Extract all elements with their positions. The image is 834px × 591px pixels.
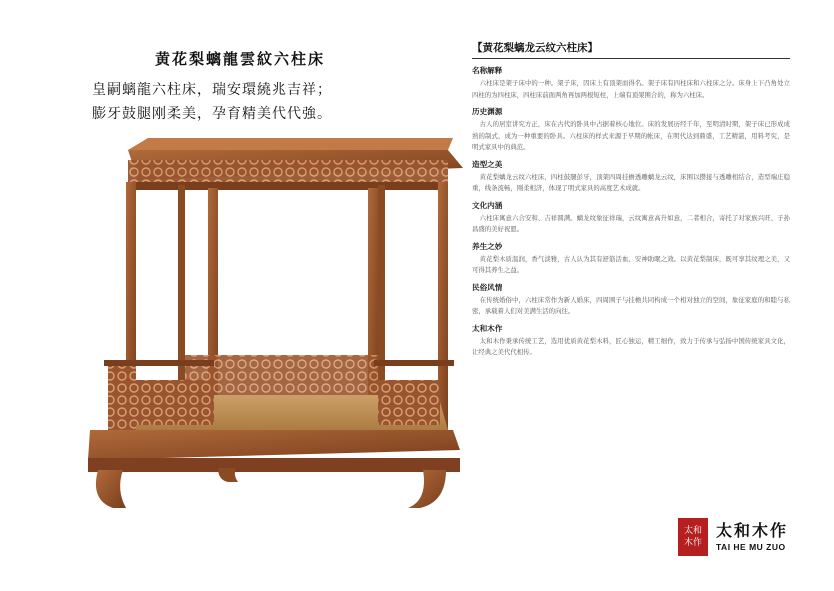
section-body: 六柱床寓意六合安和、吉祥圆满。螭龙纹象征祥瑞，云纹寓意高升如意，二者相合，寄托了对家族兴旺、子孙昌盛的美好祝愿。: [472, 213, 790, 233]
section-heading: 养生之妙: [472, 241, 503, 251]
product-title: 黄花梨螭龍雲紋六柱床: [154, 50, 325, 68]
section-body: 黄花梨木质温润，香气淡雅，古人认为其有舒筋活血、安神助眠之效。以黄花梨制床，既可享其纹理之美，又可得其养生之益。: [472, 254, 790, 274]
description-column: [472, 40, 790, 510]
description-title: 【黄花梨螭龙云纹六柱床】: [472, 40, 790, 59]
six-post-bed-image: [68, 130, 468, 515]
brand-name-cn: 太和木作: [716, 521, 789, 540]
section-heading: 太和木作: [472, 323, 503, 333]
section-heading: 名称解释: [472, 66, 503, 75]
brand-name-en: TAI HE MU ZUO: [716, 542, 786, 552]
section-heading: 历史渊源: [472, 107, 503, 116]
section-body: 黄花梨螭龙云纹六柱床，四柱鼓腿彭牙，顶架四周挂檐透雕螭龙云纹，床围以攒接与透雕相结合，造型端庄稳重，线条流畅，刚柔相济，体现了明式家具的高度艺术成就。: [472, 172, 790, 192]
poem-slogan: [92, 78, 412, 126]
poem-line-1: 皇嗣螭龍六柱床，瑞安環繞兆吉祥；: [92, 82, 332, 98]
red-seal-icon: 太和木作: [678, 518, 708, 556]
section-heading: 文化内涵: [472, 200, 503, 210]
section-body: 太和木作秉承传统工艺，选用优质黄花梨木料，匠心独运，精工细作，致力于传承与弘扬中国传统家具文化，让经典之美代代相传。: [472, 336, 790, 356]
poem-line-2: 膨牙鼓腿刚柔美，孕育精美代代強。: [92, 106, 332, 122]
brand-logo: [678, 518, 798, 558]
section-heading: 造型之美: [472, 159, 503, 169]
section-heading: 民俗风情: [472, 282, 503, 292]
section-body: 在传统婚俗中，六柱床常作为新人婚床，四周围子与挂檐共同构成一个相对独立的空间，象征家庭的和睦与私密，承载着人们对美满生活的向往。: [472, 295, 790, 315]
section-body: 古人的居室讲究方正，床在古代的卧具中占据着核心地位。床的发展历经千年，至明清时期，架子床已形成成熟的制式，成为一种重要的卧具。六柱床的样式来源于早期的帐床，在明代达到鼎盛，工艺精湛，用料考究，是明式家具中的典范。: [472, 120, 790, 151]
section-body: 六柱床是架子床中的一种。架子床，因床上有顶架而得名。架子床有四柱床和六柱床之分。床身上下凸角处立四柱的为四柱床，四柱床前面两角再加两根短柱，上端有顶架围合的，称为六柱床。: [472, 79, 790, 99]
